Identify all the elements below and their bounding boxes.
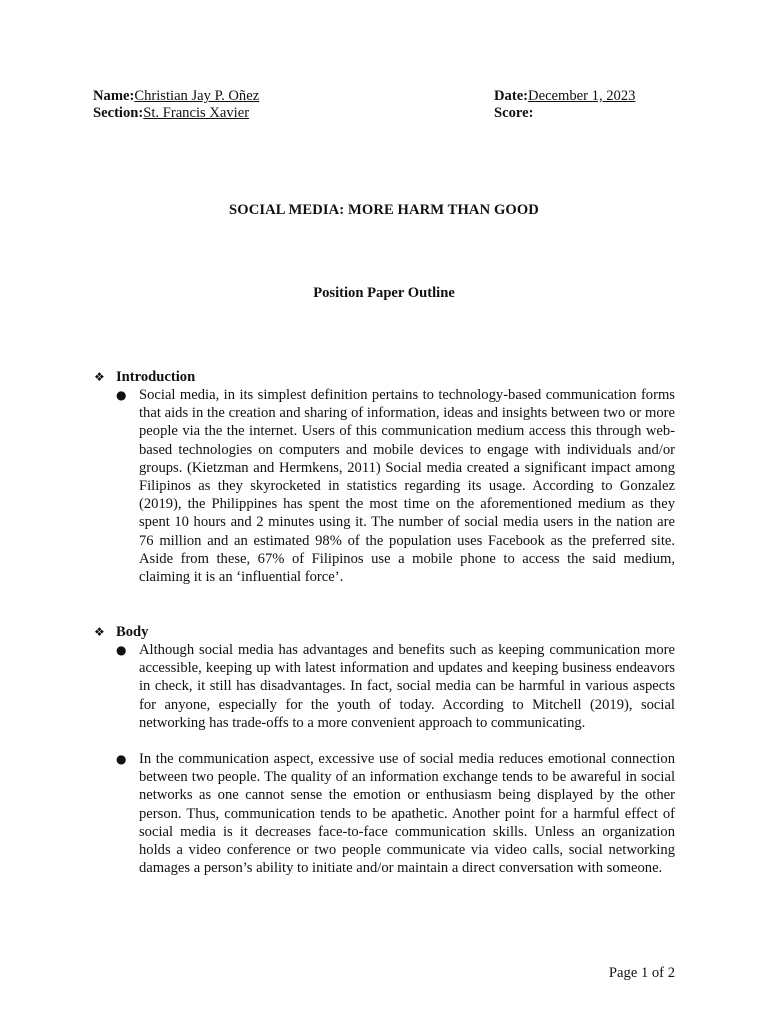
section-value: St. Francis Xavier: [143, 105, 250, 121]
diamond-bullet-icon: ❖: [94, 625, 105, 639]
name-label: Name:: [93, 88, 135, 104]
name-value: Christian Jay P. Oñez: [134, 88, 260, 104]
date-value: December 1, 2023: [528, 88, 636, 104]
section-row: [93, 105, 259, 122]
document-title: SOCIAL MEDIA: MORE HARM THAN GOOD: [229, 202, 539, 218]
document-subtitle: Position Paper Outline: [313, 285, 455, 301]
section-body: [93, 623, 675, 877]
section-heading: [93, 368, 675, 386]
header-left: [93, 88, 259, 122]
paragraph-text: In the communication aspect, excessive use of social media reduces emotional connection between two people. The quality of an information exchange tends to be awareful in social networks as one cannot sense the emotion or enthusiasm being displayed by the other person. Thus, communication tends to be apathetic. Another point for a harmful effect of social media is it decreases face-to-face communication skills. Unless an organization holds a video conference or two people communicate via video calls, social networking damages a person’s ability to initiate and/or maintain a direct conversation with someone.: [139, 751, 675, 877]
list-item: [93, 386, 675, 586]
section-heading-text: Introduction: [116, 369, 196, 385]
section-heading: [93, 623, 675, 641]
list-item: [93, 641, 675, 732]
list-item: [93, 750, 675, 877]
score-row: [494, 105, 635, 122]
section-heading-text: Body: [116, 624, 149, 640]
bullet-dot-icon: ●: [116, 388, 127, 402]
date-row: [494, 88, 635, 105]
paragraph-text: Social media, in its simplest definition pertains to technology-based communication forms that aids in the creation and sharing of information, ideas and insights between two or more people via the the internet. Users of this communication medium access this through web-based technologies on computers and mobile devices to engage with individuals and/or groups. (Kietzman and Hermkens, 2011) Social media created a significant impact among Filipinos as they skyrocketed in statistics regarding its usage. According to Gonzalez (2019), the Philippines has spent the most time on the aforementioned medium as they spent 10 hours and 2 minutes using it. The number of social media users in the nation are 76 million and an estimated 98% of the population uses Facebook as the preferred site. Aside from these, 67% of Filipinos use a mobile phone to access the said medium, claiming it is an ‘influential force’.: [139, 387, 675, 586]
section-label: Section:: [93, 105, 144, 121]
score-label: Score:: [494, 105, 534, 121]
paragraph-text: Although social media has advantages and benefits such as keeping communication more accessible, keeping up with latest information and updates and keeping business endeavors in check, it still has disadvantages. In fact, social media can be harmful in various aspects for anyone, especially for the youth of today. According to Mitchell (2019), social networking has trade-offs to a more convenient approach to communicating.: [139, 642, 675, 731]
bullet-dot-icon: ●: [116, 643, 127, 657]
diamond-bullet-icon: ❖: [94, 370, 105, 384]
bullet-dot-icon: ●: [116, 752, 127, 767]
page-number: Page 1 of 2: [608, 965, 675, 981]
name-row: [93, 88, 259, 105]
paragraph-gap: [93, 732, 675, 750]
section-introduction: [93, 368, 675, 586]
date-label: Date:: [494, 88, 529, 104]
header-right: [494, 88, 635, 122]
